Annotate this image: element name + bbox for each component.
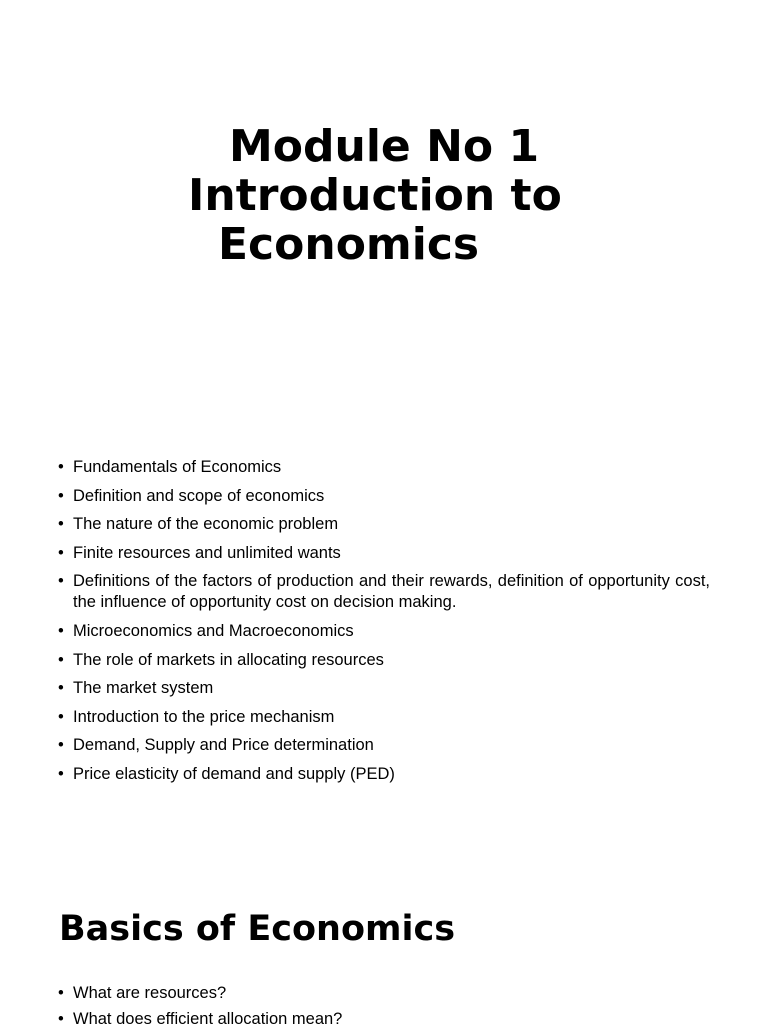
list-item: • Definition and scope of economics (58, 486, 710, 507)
list-item: • Definitions of the factors of production and their rewards, definition of opportunity cost, the influence of opportunity cost on decision making. (58, 571, 710, 613)
module-title (140, 122, 640, 269)
title-line: Module No 1 (229, 121, 540, 172)
title-line: Economics (218, 219, 480, 270)
list-item: • Microeconomics and Macroeconomics (58, 621, 710, 642)
list-item: • What does efficient allocation mean? (58, 1009, 710, 1024)
list-item: • Fundamentals of Economics (58, 457, 710, 478)
section-heading: Basics of Economics (59, 909, 456, 949)
list-item: • Introduction to the price mechanism (58, 707, 710, 728)
topics-list (58, 457, 710, 793)
list-item: • The role of markets in allocating resources (58, 650, 710, 671)
list-item: • What are resources? (58, 983, 710, 1004)
questions-list (58, 983, 710, 1024)
list-item: • Demand, Supply and Price determination (58, 735, 710, 756)
list-item: • Price elasticity of demand and supply (PED) (58, 764, 710, 785)
list-item: • The market system (58, 678, 710, 699)
list-item: • Finite resources and unlimited wants (58, 543, 710, 564)
title-line: Introduction to (188, 170, 562, 221)
list-item: • The nature of the economic problem (58, 514, 710, 535)
